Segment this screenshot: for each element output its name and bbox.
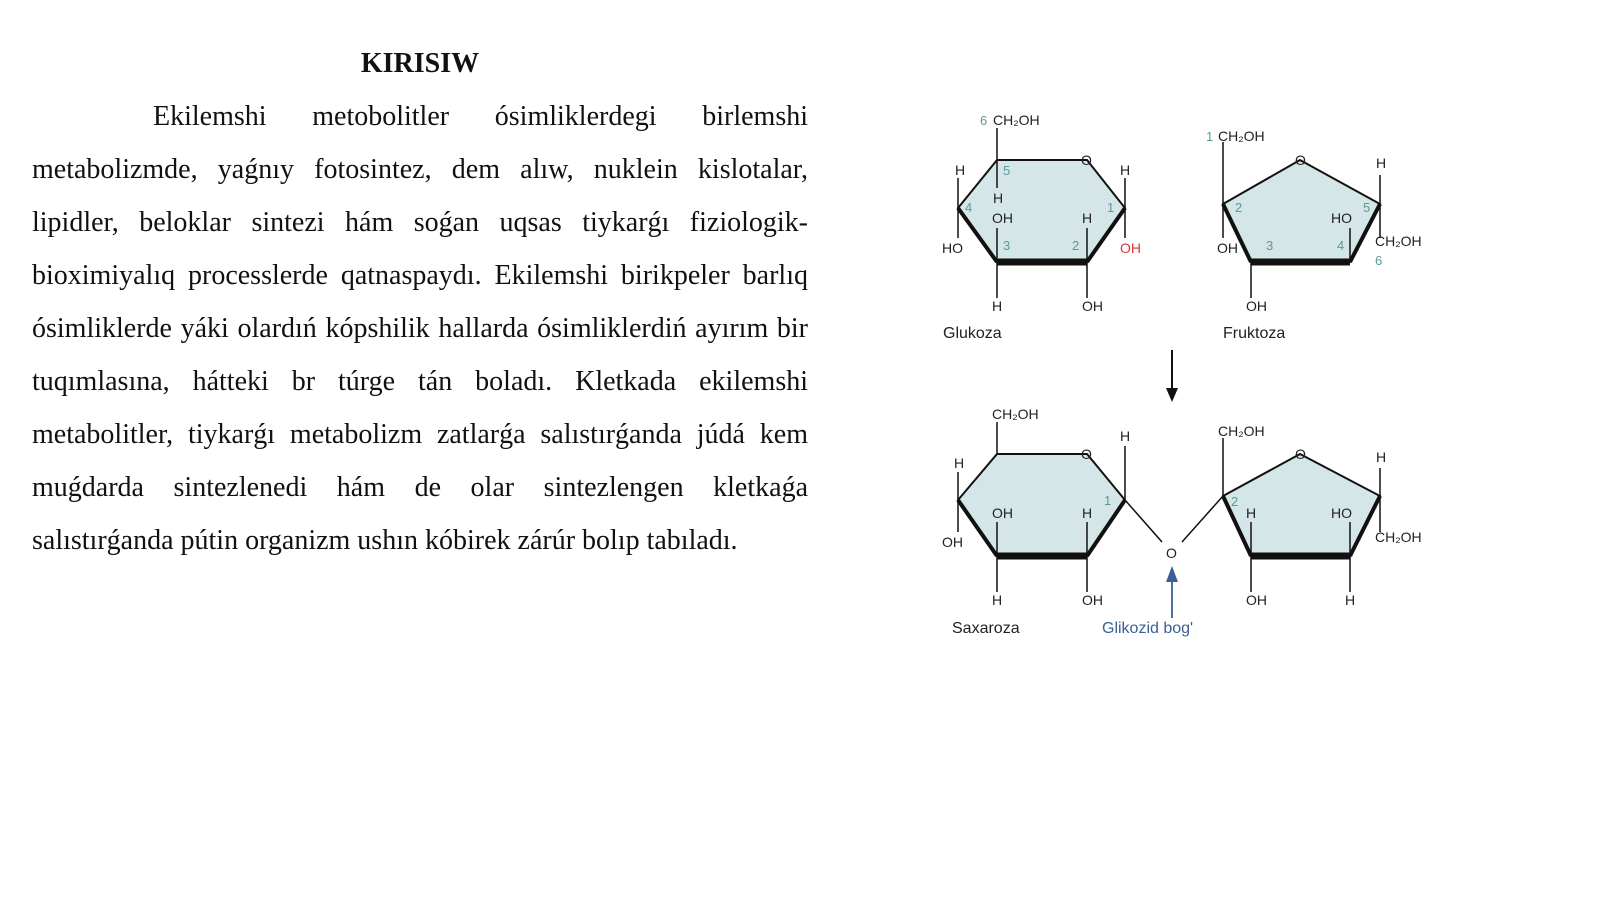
sucrose-glucose-ring [958, 454, 1125, 556]
fructose-num-3: 3 [1266, 238, 1274, 253]
glucose-name: Glukoza [943, 325, 1002, 342]
sucrose-glucose-num-1: 1 [1104, 493, 1112, 508]
fructose-oh-c2: OH [1217, 240, 1238, 256]
body-paragraph: Ekilemshi metobolitler ósimliklerdegi birlemshi metabolizmde, yaǵnıy fotosintez, dem alıw, nuklein kislotalar, lipidler, beloklar sintezi hám soǵan uqsas tiykarǵı fiziologik-bioximiyalıq processlerde qatnaspaydı. Ekilemshi birikpeler barlıq ósimliklerde yáki olardıń kópshilik hallarda ósimliklerdiń ayırım bir tuqımlasına, hátteki br túrge tán boladı. Kletkada ekilemshi metabolitler, tiykarǵı metabolizm zatlarǵa salıstırǵanda júdá kem muǵdarda sintezlenedi hám de olar sintezlengen kletkaǵa salıstırǵanda pútin organizm ushın kóbirek zárúr bolıp tabıladı. [32, 101, 808, 556]
sucrose-fructose-h-bottom: H [1345, 592, 1356, 608]
glucose-h-c4: H [993, 190, 1004, 206]
sucrose-fructose-h-ring: H [1246, 505, 1257, 521]
glucose-h-bottom: H [992, 298, 1003, 314]
sucrose-fructose-h-right: H [1376, 449, 1387, 465]
glucose-num-2: 2 [1072, 238, 1080, 253]
sucrose-fructose-oh-bottom: OH [1246, 592, 1267, 608]
glucose-num-1: 1 [1107, 200, 1115, 215]
sucrose-fructose-ho-ring: HO [1331, 505, 1352, 521]
page-title: KIRISIW [360, 48, 480, 79]
reaction-arrow [1166, 350, 1178, 402]
glucose-h-c2: H [1082, 210, 1093, 226]
sucrose-glucose-h-left: H [954, 455, 965, 471]
sucrose-glucose-h-top: H [1120, 428, 1131, 444]
sucrose-bridge-oxygen: O [1166, 545, 1177, 561]
text-column [32, 44, 808, 567]
glucose-ring-oxygen: O [1081, 152, 1092, 168]
sucrose-glucose-oh-ring: OH [992, 505, 1013, 521]
fructose-num-2: 2 [1235, 200, 1243, 215]
glucose-ch2oh-label: CH₂OH [993, 112, 1040, 128]
glucose-num-4: 4 [965, 200, 973, 215]
glucose-oh-bottom: OH [1082, 298, 1103, 314]
glycosidic-bond-label: Glikozid bog' [1102, 620, 1194, 637]
sucrose-glucose-ch2oh: CH₂OH [992, 406, 1039, 422]
sugar-structures-diagram [940, 100, 1460, 660]
sucrose-glucose-oh-bottom: OH [1082, 592, 1103, 608]
fructose-num-4: 4 [1337, 238, 1345, 253]
fructose-ch2oh-top: CH₂OH [1218, 128, 1265, 144]
sucrose-fructose-num-2: 2 [1231, 494, 1239, 509]
fructose-c1-number: 1 [1206, 129, 1214, 144]
glucose-h-c1: H [1120, 162, 1131, 178]
sucrose-fructose-ch2oh-right: CH₂OH [1375, 529, 1422, 545]
glucose-num-3: 3 [1003, 238, 1011, 253]
fructose-num-5: 5 [1363, 200, 1371, 215]
fructose-oh-bottom: OH [1246, 298, 1267, 314]
sucrose-glucose-oh-left: OH [942, 534, 963, 550]
fructose-h-c5: H [1376, 155, 1387, 171]
fructose-structure [1206, 128, 1422, 342]
fructose-name: Fruktoza [1223, 325, 1286, 342]
glucose-c6-number: 6 [980, 113, 988, 128]
sucrose-glucose-h-ring: H [1082, 505, 1093, 521]
glucose-ho-c4: HO [942, 240, 963, 256]
sucrose-name: Saxaroza [952, 620, 1020, 637]
glucose-oh-c3: OH [992, 210, 1013, 226]
fructose-ch2oh-c6: CH₂OH [1375, 233, 1422, 249]
glucose-h-c5: H [955, 162, 966, 178]
sugar-structures-svg [940, 100, 1460, 660]
sucrose-glucose-h-bottom: H [992, 592, 1003, 608]
sucrose-glucose-ring-oxygen: O [1081, 446, 1092, 462]
sucrose-fructose-ch2oh: CH₂OH [1218, 423, 1265, 439]
fructose-c6-number: 6 [1375, 253, 1383, 268]
glucose-oh-c1: OH [1120, 240, 1141, 256]
fructose-ring-oxygen: O [1295, 152, 1306, 168]
fructose-ho-c4: HO [1331, 210, 1352, 226]
glucose-structure [942, 112, 1141, 342]
sucrose-fructose-ring-oxygen: O [1295, 446, 1306, 462]
glucose-num-5: 5 [1003, 163, 1011, 178]
sucrose-structure [942, 406, 1422, 637]
